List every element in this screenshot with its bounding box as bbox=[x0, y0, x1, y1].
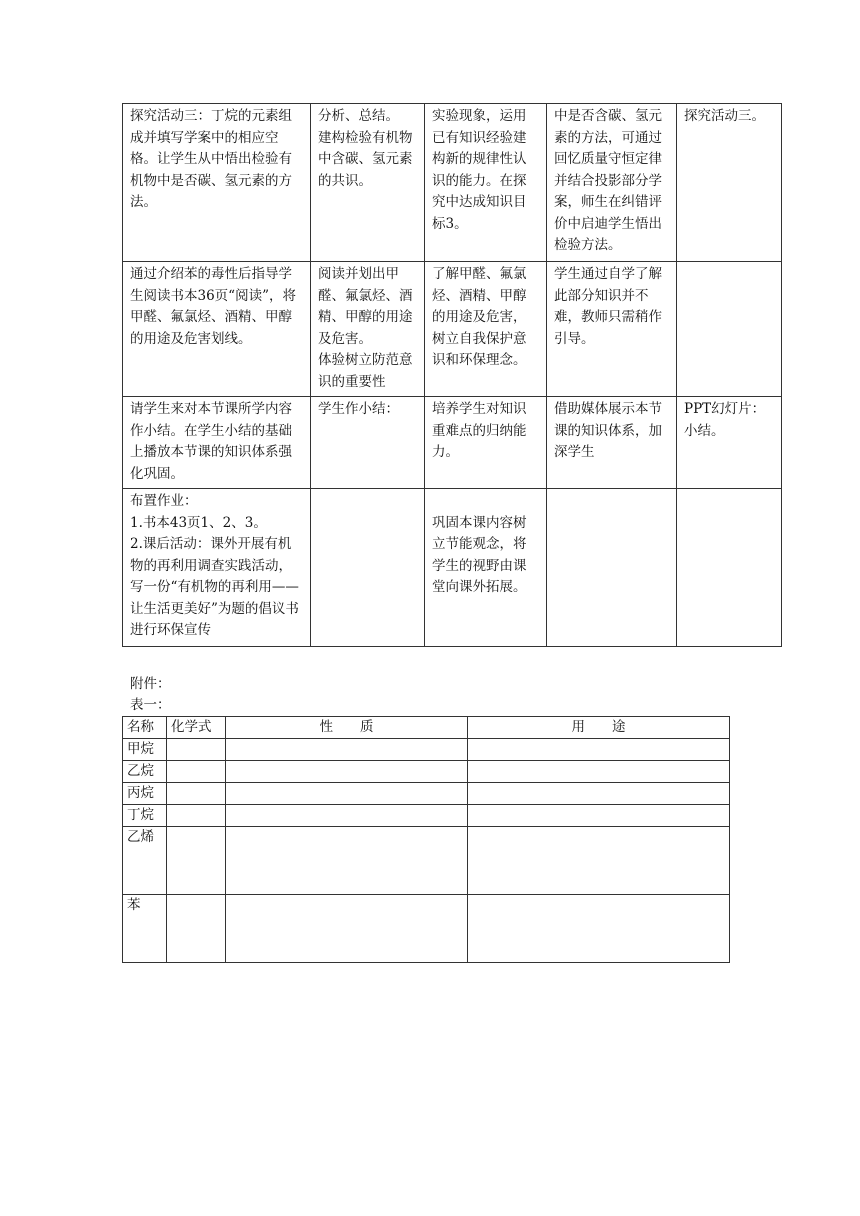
table-row bbox=[123, 783, 730, 805]
table-cell: 了解甲醛、氟氯烃、酒精、甲醇的用途及危害，树立自我保护意识和环保理念。 bbox=[425, 262, 547, 397]
table-row bbox=[123, 104, 782, 262]
table-cell bbox=[677, 489, 782, 647]
table-cell bbox=[468, 895, 730, 963]
table-cell bbox=[468, 805, 730, 827]
table-cell bbox=[547, 489, 677, 647]
table-cell: 实验现象，运用已有知识经验建构新的规律性认识的能力。在探究中达成知识目标3。 bbox=[425, 104, 547, 262]
table-cell: 布置作业： 1.书本43页1、2、3。 2.课后活动：课外开展有机物的再利用调查实践活动，写一份“有机物的再利用——让生活更美好”为题的倡议书进行环保宣传 bbox=[123, 489, 311, 647]
row-label: 甲烷 bbox=[123, 739, 167, 761]
table-cell bbox=[167, 827, 226, 895]
table-row bbox=[123, 262, 782, 397]
table-one-label: 表一： bbox=[130, 697, 171, 713]
table-row bbox=[123, 739, 730, 761]
column-header: 化学式 bbox=[167, 717, 226, 739]
row-label: 乙烷 bbox=[123, 761, 167, 783]
table-cell bbox=[311, 489, 425, 647]
lesson-plan-table bbox=[122, 103, 782, 647]
table-row bbox=[123, 397, 782, 489]
table-cell bbox=[226, 895, 468, 963]
table-cell bbox=[167, 805, 226, 827]
table-cell: 探究活动三：丁烷的元素组成并填写学案中的相应空格。让学生从中悟出检验有机物中是否碳、氢元素的方法。 bbox=[123, 104, 311, 262]
row-label: 乙烯 bbox=[123, 827, 167, 895]
row-label: 丁烷 bbox=[123, 805, 167, 827]
table-cell: 请学生来对本节课所学内容作小结。在学生小结的基础上播放本节课的知识体系强化巩固。 bbox=[123, 397, 311, 489]
table-cell: 培养学生对知识重难点的归纳能力。 bbox=[425, 397, 547, 489]
table-cell bbox=[226, 827, 468, 895]
column-header: 用 途 bbox=[468, 717, 730, 739]
column-header: 名称 bbox=[123, 717, 167, 739]
table-row bbox=[123, 805, 730, 827]
table-row bbox=[123, 827, 730, 895]
table-cell bbox=[167, 761, 226, 783]
table-cell bbox=[468, 761, 730, 783]
table-cell bbox=[167, 739, 226, 761]
table-cell: 学生作小结： bbox=[311, 397, 425, 489]
column-header: 性 质 bbox=[226, 717, 468, 739]
table-cell: 巩固本课内容树立节能观念，将学生的视野由课堂向课外拓展。 bbox=[425, 489, 547, 647]
table-header-row bbox=[123, 717, 730, 739]
table-cell bbox=[468, 783, 730, 805]
table-one bbox=[122, 716, 730, 963]
table-cell bbox=[468, 739, 730, 761]
table-cell bbox=[167, 783, 226, 805]
table-cell bbox=[677, 262, 782, 397]
table-cell bbox=[167, 895, 226, 963]
table-cell: 学生通过自学了解此部分知识并不难，教师只需稍作引导。 bbox=[547, 262, 677, 397]
table-cell: 借助媒体展示本节课的知识体系，加深学生 bbox=[547, 397, 677, 489]
table-cell bbox=[468, 827, 730, 895]
table-cell bbox=[226, 761, 468, 783]
table-cell: 分析、总结。 建构检验有机物中含碳、氢元素的共识。 bbox=[311, 104, 425, 262]
table-cell: 中是否含碳、氢元素的方法，可通过回忆质量守恒定律并结合投影部分学案，师生在纠错评价中启迪学生悟出检验方法。 bbox=[547, 104, 677, 262]
table-cell: 通过介绍苯的毒性后指导学生阅读书本36页“阅读”，将甲醛、氟氯烃、酒精、甲醇的用途及危害划线。 bbox=[123, 262, 311, 397]
table-row bbox=[123, 489, 782, 647]
table-cell: 探究活动三。 bbox=[677, 104, 782, 262]
table-cell: 阅读并划出甲醛、氟氯烃、酒精、甲醇的用途及危害。 体验树立防范意识的重要性 bbox=[311, 262, 425, 397]
attachment-label: 附件： bbox=[130, 676, 171, 692]
table-cell bbox=[226, 739, 468, 761]
table-row bbox=[123, 761, 730, 783]
table-cell: PPT幻灯片：小结。 bbox=[677, 397, 782, 489]
table-cell bbox=[226, 783, 468, 805]
row-label: 苯 bbox=[123, 895, 167, 963]
table-cell bbox=[226, 805, 468, 827]
table-row bbox=[123, 895, 730, 963]
row-label: 丙烷 bbox=[123, 783, 167, 805]
